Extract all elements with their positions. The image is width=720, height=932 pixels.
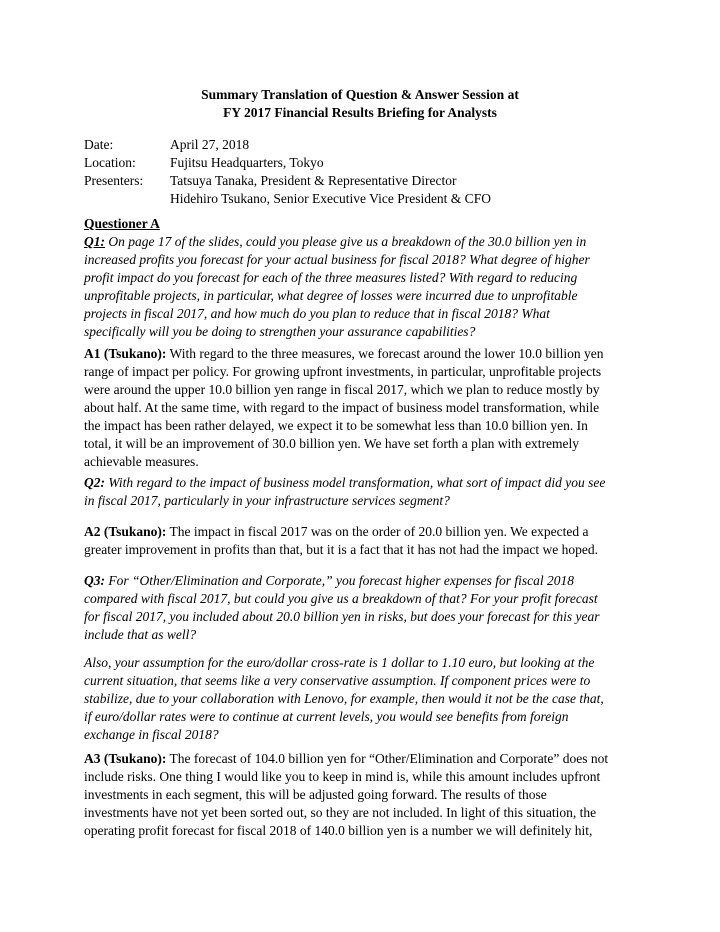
- question-1-text: unprofitable projects, in particular, what degree of losses were incurred due to unprofitable: [84, 288, 578, 303]
- question-1: [84, 233, 640, 341]
- answer-1-label: A1 (Tsukano):: [84, 346, 167, 361]
- questioner-heading: Questioner A: [84, 216, 160, 231]
- answer-3-text: investments have not yet been sorted out, so they are not included. In light of this situation, the: [84, 805, 597, 820]
- question-3-text: for fiscal 2017, you included about 20.0 billion yen in risks, but does your forecast for this year: [84, 609, 600, 624]
- question-1-text: specifically will you be doing to strengthen your assurance capabilities?: [84, 324, 476, 339]
- answer-1-text: achievable measures.: [84, 454, 199, 469]
- question-1-label: Q1:: [84, 234, 105, 249]
- answer-3-label: A3 (Tsukano):: [84, 751, 167, 766]
- question-3-text: current situation, that seems like a very conservative assumption. If component prices were to: [84, 673, 591, 688]
- answer-1: [84, 345, 640, 471]
- answer-3-text: include risks. One thing I would like you to keep in mind is, while this amount includes upfront: [84, 769, 601, 784]
- location-label: Location:: [84, 155, 136, 170]
- question-3-text: include that as well?: [84, 627, 197, 642]
- presenters-label: Presenters:: [84, 173, 144, 188]
- answer-3: [84, 750, 640, 840]
- answer-1-text: With regard to the three measures, we forecast around the lower 10.0 billion yen: [166, 346, 604, 361]
- question-2-label: Q2:: [84, 475, 105, 490]
- question-2: [84, 474, 640, 510]
- question-3: [84, 572, 640, 644]
- question-3-paragraph-2: [84, 654, 640, 744]
- question-2-text: With regard to the impact of business model transformation, what sort of impact did you see: [105, 475, 606, 490]
- presenter-2: Hidehiro Tsukano, Senior Executive Vice President & CFO: [170, 191, 491, 206]
- answer-3-text: The forecast of 104.0 billion yen for “Other/Elimination and Corporate” does not: [166, 751, 609, 766]
- answer-3-text: operating profit forecast for fiscal 2018 of 140.0 billion yen is a number we will definitely hit,: [84, 823, 593, 838]
- answer-3-text: investments in each segment, this will be adjusted going forward. The results of those: [84, 787, 547, 802]
- question-2-text: in fiscal 2017, particularly in your infrastructure services segment?: [84, 493, 450, 508]
- document-title-line-1: Summary Translation of Question & Answer Session at: [201, 87, 519, 102]
- answer-1-text: were around the upper 10.0 billion yen range in fiscal 2017, which we plan to reduce mostly by: [84, 382, 600, 397]
- question-3-text: if euro/dollar rates were to continue at current levels, you would see benefits from foreign: [84, 709, 569, 724]
- answer-1-text: the impact has been rather delayed, we expect it to be somewhat less than 10.0 billion yen. In: [84, 418, 588, 433]
- date-value: April 27, 2018: [170, 137, 250, 152]
- answer-1-text: about half. At the same time, with regard to the impact of business model transformation, while: [84, 400, 600, 415]
- answer-2-text: greater improvement in profits than that, but it is a fact that it has not had the impact we hoped.: [84, 542, 598, 557]
- answer-2-text: The impact in fiscal 2017 was on the order of 20.0 billion yen. We expected a: [166, 524, 589, 539]
- document-title-line-2: FY 2017 Financial Results Briefing for Analysts: [223, 105, 497, 120]
- question-3-label: Q3:: [84, 573, 105, 588]
- question-1-text: On page 17 of the slides, could you please give us a breakdown of the 30.0 billion yen in: [105, 234, 587, 249]
- answer-1-text: total, it will be an improvement of 30.0 billion yen. We have set forth a plan with extremely: [84, 436, 580, 451]
- date-label: Date:: [84, 137, 114, 152]
- question-1-text: projects in fiscal 2017, and how much do you plan to reduce that in fiscal 2018? What: [84, 306, 550, 321]
- question-3-text: compared with fiscal 2017, but could you give us a breakdown of that? For your profit forecast: [84, 591, 598, 606]
- presenter-1: Tatsuya Tanaka, President & Representative Director: [170, 173, 457, 188]
- question-3-text: stabilize, due to your collaboration with Lenovo, for example, then would it not be the case that,: [84, 691, 604, 706]
- answer-1-text: range of impact per policy. For growing upfront investments, in particular, unprofitable projects: [84, 364, 602, 379]
- question-3-text: exchange in fiscal 2018?: [84, 727, 219, 742]
- question-3-text: Also, your assumption for the euro/dollar cross-rate is 1 dollar to 1.10 euro, but looking at the: [84, 655, 595, 670]
- question-3-text: For “Other/Elimination and Corporate,” you forecast higher expenses for fiscal 2018: [105, 573, 574, 588]
- answer-2-label: A2 (Tsukano):: [84, 524, 167, 539]
- location-value: Fujitsu Headquarters, Tokyo: [170, 155, 324, 170]
- answer-2: [84, 523, 640, 559]
- question-1-text: increased profits you forecast for your actual business for fiscal 2018? What degree of higher: [84, 252, 590, 267]
- question-1-text: profit impact do you forecast for each of the three measures listed? With regard to reducing: [84, 270, 578, 285]
